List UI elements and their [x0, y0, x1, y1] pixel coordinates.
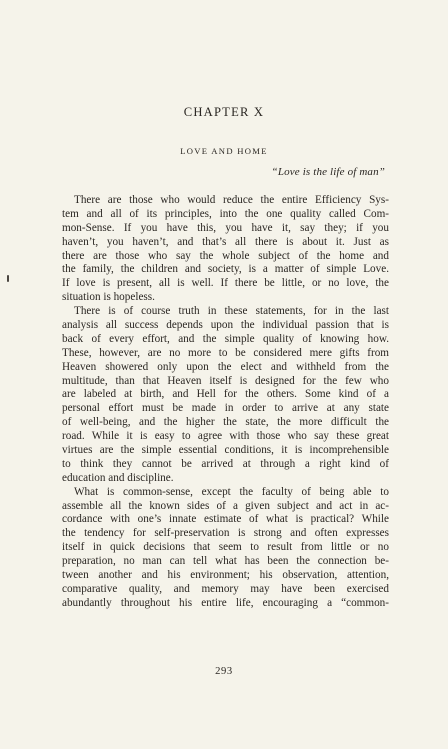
paragraph	[62, 305, 389, 486]
chapter-subtitle: LOVE AND HOME	[180, 146, 268, 156]
text-line: the family, the children and society, is a matter of simple Love.	[62, 263, 389, 276]
text-line: analysis all success depends upon the individual passion that is	[62, 319, 389, 332]
page-number: 293	[215, 666, 233, 677]
text-line: road. While it is easy to agree with those who say these great	[62, 430, 389, 443]
text-line: of well-being, and the higher the state, the more difficult the	[62, 416, 389, 429]
text-line: personal effort must be made in order to arrive at any state	[62, 402, 389, 415]
body-text	[62, 194, 389, 611]
text-line: preparation, no man can tell what has been the connection be-	[62, 555, 389, 568]
text-line: If love is present, all is well. If there be little, or no love, the	[62, 277, 389, 290]
text-line: These, however, are no more to be considered mere gifts from	[62, 346, 389, 359]
text-line: the tendency for self-preservation is strong and often expresses	[62, 527, 389, 540]
text-line: situation is hopeless.	[62, 291, 155, 304]
chapter-heading: CHAPTER X	[183, 105, 265, 119]
margin-mark	[7, 275, 9, 282]
text-line: to think they cannot be arrived at through a right kind of	[62, 457, 389, 470]
text-line: What is common-sense, except the faculty of being able to	[74, 485, 389, 498]
text-line: tem and all of its principles, into the one quality called Com-	[62, 207, 389, 220]
text-line: itself in quick decisions that seem to result from little or no	[62, 541, 389, 554]
text-line: There are those who would reduce the entire Efficiency Sys-	[74, 194, 389, 206]
paragraph	[62, 194, 389, 305]
text-line: back of every effort, and the simple quality of knowing how.	[62, 332, 389, 345]
text-line: there are those who say the whole subject of the home and	[62, 249, 389, 262]
text-line: Heaven showered only upon the elect and withheld from the	[62, 360, 389, 373]
text-line: mon-Sense. If you have this, you have it, say they; if you	[62, 221, 389, 234]
text-line: virtues are the simple essential conditions, it is incomprehensible	[62, 444, 389, 457]
text-line: cordance with one’s innate estimate of what is practical? While	[62, 513, 389, 526]
epigraph: “Love is the life of man”	[271, 166, 385, 178]
text-line: multitude, than that Heaven itself is designed for the few who	[62, 374, 389, 387]
text-line: assemble all the known sides of a given subject and act in ac-	[62, 499, 389, 512]
text-line: abundantly throughout his entire life, encouraging a “common-	[62, 596, 389, 609]
text-line: comparative quality, and memory may have been exercised	[62, 582, 389, 595]
text-line: There is of course truth in these statements, for in the last	[74, 305, 389, 318]
text-line: education and discipline.	[62, 471, 174, 484]
text-line: haven’t, you haven’t, and that’s all there is about it. Just as	[62, 235, 389, 248]
paragraph	[62, 486, 389, 611]
text-line: are labeled at birth, and Hell for the others. Some kind of a	[62, 388, 389, 401]
text-line: tween another and his environment; his observation, attention,	[62, 569, 389, 582]
